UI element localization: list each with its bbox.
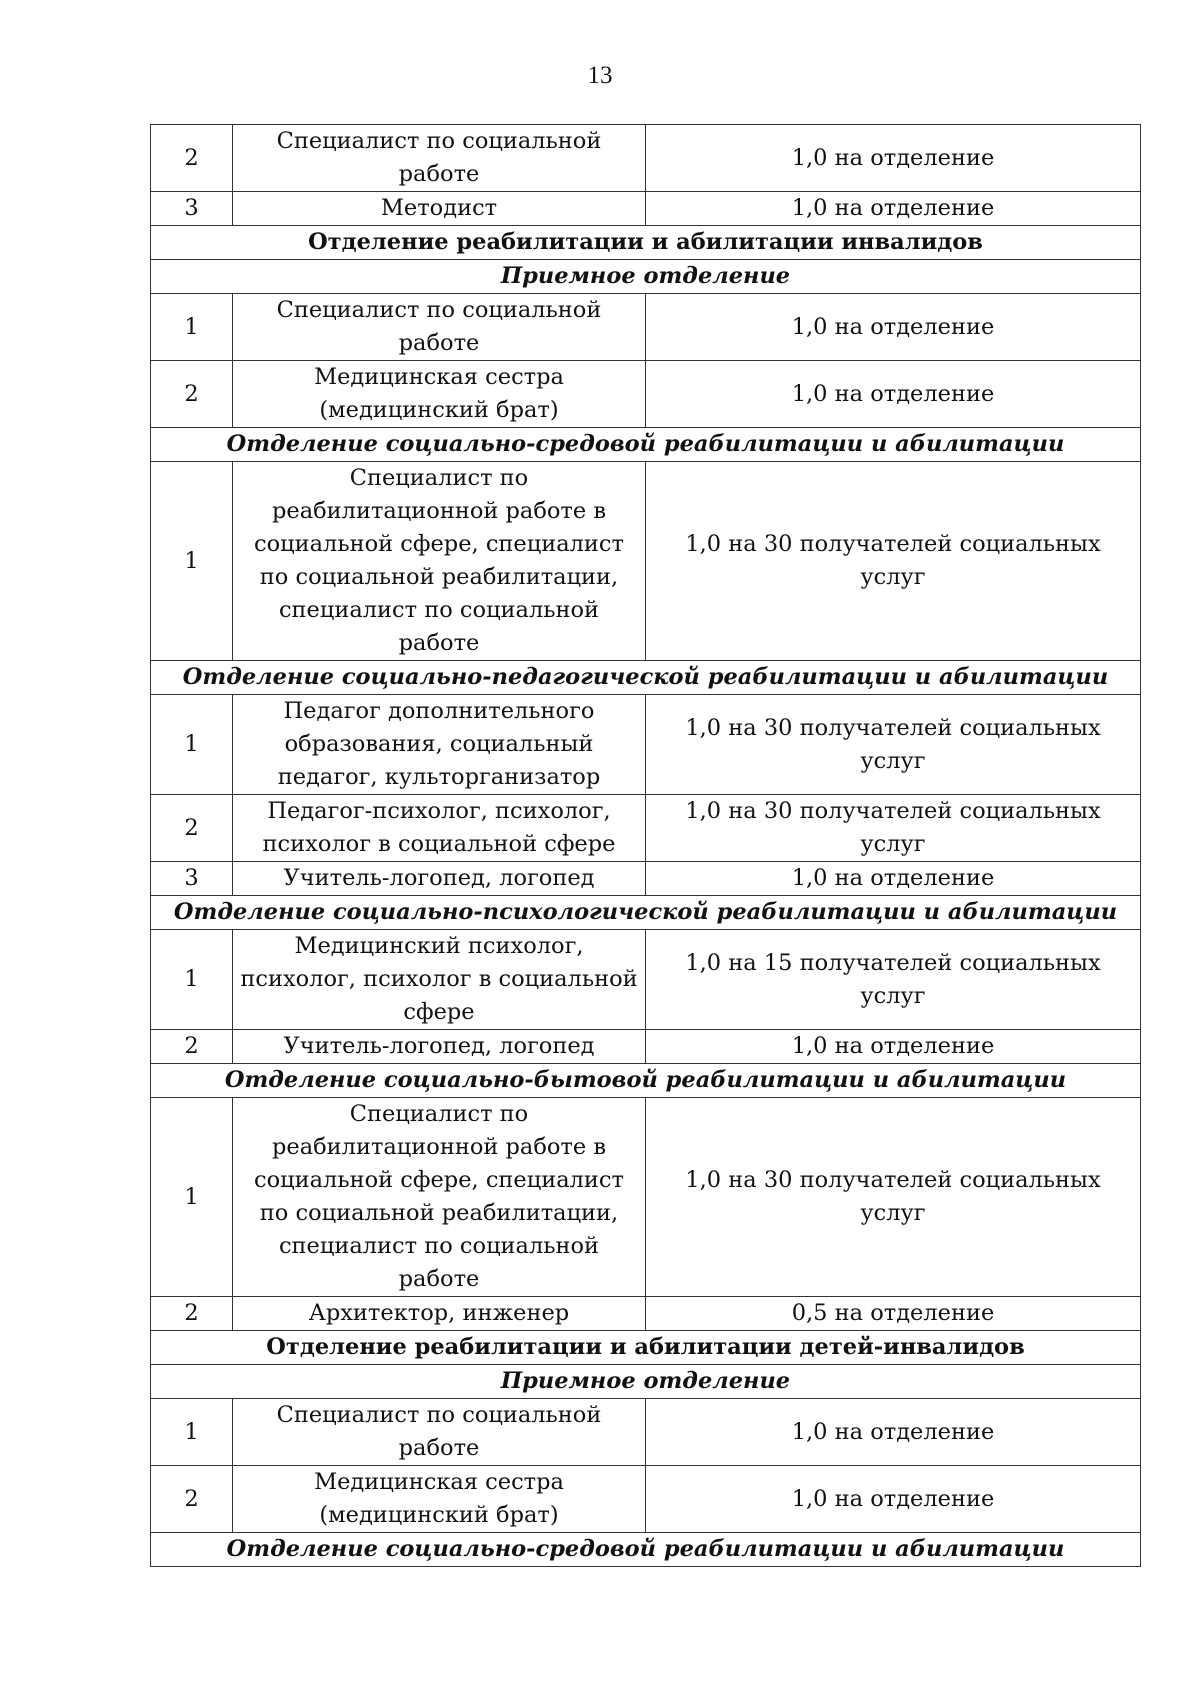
- row-number: 2: [151, 1030, 233, 1064]
- table-row: [151, 361, 1141, 428]
- position-cell: Архитектор, инженер: [233, 1297, 646, 1331]
- section-title: Отделение реабилитации и абилитации детей-инвалидов: [151, 1331, 1141, 1365]
- subsection-heading-row: [151, 896, 1141, 930]
- row-number: 2: [151, 1466, 233, 1533]
- position-cell: Медицинская сестра (медицинский брат): [233, 361, 646, 428]
- section-heading-row: [151, 226, 1141, 260]
- staff-norm-cell: 1,0 на отделение: [646, 1030, 1141, 1064]
- staff-norm-cell: 1,0 на отделение: [646, 125, 1141, 192]
- section-heading-row: [151, 1331, 1141, 1365]
- row-number: 1: [151, 1399, 233, 1466]
- staffing-table-body: [151, 125, 1141, 1567]
- section-title: Отделение реабилитации и абилитации инвалидов: [151, 226, 1141, 260]
- position-cell: Медицинская сестра (медицинский брат): [233, 1466, 646, 1533]
- position-cell: Медицинский психолог, психолог, психолог в социальной сфере: [233, 930, 646, 1030]
- position-cell: Педагог-психолог, психолог, психолог в социальной сфере: [233, 795, 646, 862]
- table-row: [151, 795, 1141, 862]
- position-cell: Специалист по реабилитационной работе в социальной сфере, специалист по социальной реабилитации, специалист по социальной работе: [233, 462, 646, 661]
- staff-norm-cell: 1,0 на отделение: [646, 862, 1141, 896]
- row-number: 1: [151, 695, 233, 795]
- table-row: [151, 1030, 1141, 1064]
- staff-norm-cell: 1,0 на 30 получателей социальных услуг: [646, 1098, 1141, 1297]
- row-number: 2: [151, 1297, 233, 1331]
- subsection-title: Приемное отделение: [151, 260, 1141, 294]
- staff-norm-cell: 1,0 на отделение: [646, 294, 1141, 361]
- table-row: [151, 462, 1141, 661]
- staff-norm-cell: 1,0 на отделение: [646, 192, 1141, 226]
- staff-norm-cell: 1,0 на отделение: [646, 361, 1141, 428]
- table-row: [151, 1399, 1141, 1466]
- position-cell: Учитель-логопед, логопед: [233, 1030, 646, 1064]
- subsection-heading-row: [151, 1064, 1141, 1098]
- position-cell: Методист: [233, 192, 646, 226]
- row-number: 1: [151, 462, 233, 661]
- staff-norm-cell: 1,0 на 30 получателей социальных услуг: [646, 795, 1141, 862]
- table-row: [151, 695, 1141, 795]
- row-number: 3: [151, 192, 233, 226]
- subsection-heading-row: [151, 1533, 1141, 1567]
- table-row: [151, 1466, 1141, 1533]
- subsection-title: Отделение социально-педагогической реабилитации и абилитации: [151, 661, 1141, 695]
- table-row: [151, 192, 1141, 226]
- subsection-title: Приемное отделение: [151, 1365, 1141, 1399]
- staff-norm-cell: 1,0 на отделение: [646, 1399, 1141, 1466]
- position-cell: Специалист по социальной работе: [233, 125, 646, 192]
- staff-norm-cell: 0,5 на отделение: [646, 1297, 1141, 1331]
- position-cell: Учитель-логопед, логопед: [233, 862, 646, 896]
- row-number: 1: [151, 930, 233, 1030]
- subsection-title: Отделение социально-психологической реабилитации и абилитации: [151, 896, 1141, 930]
- page-number: 13: [587, 62, 613, 89]
- position-cell: Специалист по социальной работе: [233, 294, 646, 361]
- subsection-heading-row: [151, 661, 1141, 695]
- table-row: [151, 1098, 1141, 1297]
- subsection-heading-row: [151, 428, 1141, 462]
- position-cell: Специалист по социальной работе: [233, 1399, 646, 1466]
- row-number: 2: [151, 361, 233, 428]
- row-number: 1: [151, 1098, 233, 1297]
- subsection-heading-row: [151, 260, 1141, 294]
- subsection-title: Отделение социально-средовой реабилитации и абилитации: [151, 428, 1141, 462]
- subsection-heading-row: [151, 1365, 1141, 1399]
- table-row: [151, 125, 1141, 192]
- subsection-title: Отделение социально-средовой реабилитации и абилитации: [151, 1533, 1141, 1567]
- table-row: [151, 930, 1141, 1030]
- table-row: [151, 294, 1141, 361]
- table-row: [151, 862, 1141, 896]
- table-row: [151, 1297, 1141, 1331]
- position-cell: Специалист по реабилитационной работе в социальной сфере, специалист по социальной реабилитации, специалист по социальной работе: [233, 1098, 646, 1297]
- staff-norm-cell: 1,0 на 30 получателей социальных услуг: [646, 695, 1141, 795]
- staffing-table: [150, 124, 1141, 1567]
- position-cell: Педагог дополнительного образования, социальный педагог, культорганизатор: [233, 695, 646, 795]
- row-number: 2: [151, 795, 233, 862]
- staff-norm-cell: 1,0 на 15 получателей социальных услуг: [646, 930, 1141, 1030]
- staff-norm-cell: 1,0 на 30 получателей социальных услуг: [646, 462, 1141, 661]
- row-number: 2: [151, 125, 233, 192]
- subsection-title: Отделение социально-бытовой реабилитации и абилитации: [151, 1064, 1141, 1098]
- row-number: 3: [151, 862, 233, 896]
- staff-norm-cell: 1,0 на отделение: [646, 1466, 1141, 1533]
- row-number: 1: [151, 294, 233, 361]
